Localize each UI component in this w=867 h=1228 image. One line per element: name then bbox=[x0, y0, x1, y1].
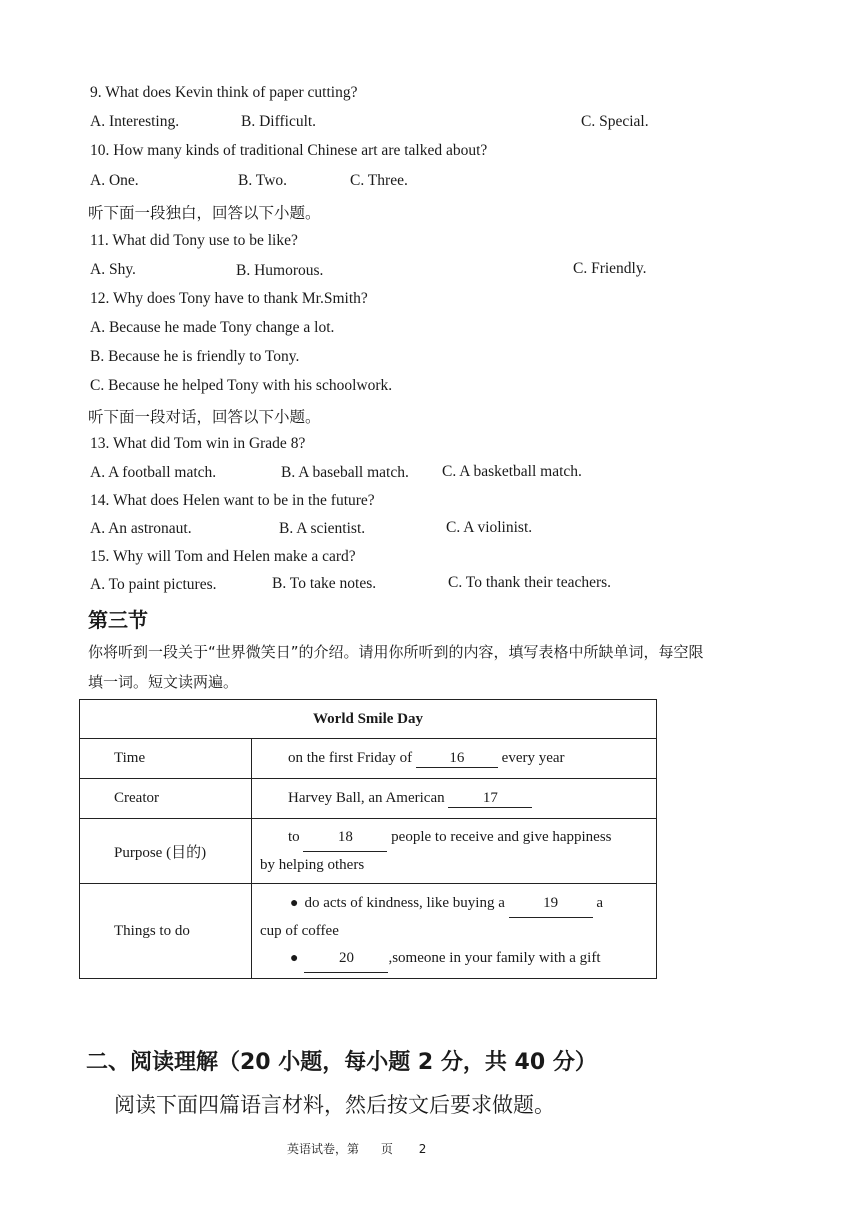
question-number: 10. bbox=[90, 142, 110, 159]
question-number: 12. bbox=[90, 290, 110, 307]
blank-16[interactable]: 16 bbox=[416, 750, 498, 768]
option-c: C. Friendly. bbox=[573, 260, 647, 277]
option-c: C. Special. bbox=[581, 113, 649, 130]
section-title: 第三节 bbox=[88, 608, 148, 632]
option-a: A. An astronaut. bbox=[90, 520, 192, 537]
blank-20[interactable]: 20 bbox=[304, 945, 388, 973]
question-15 bbox=[90, 548, 356, 566]
blank-19[interactable]: 19 bbox=[509, 890, 593, 918]
footer-page-word: 页 bbox=[380, 1142, 393, 1156]
option-b: B. Two. bbox=[238, 172, 288, 189]
option-a: A. To paint pictures. bbox=[90, 576, 217, 593]
question-text: Why will Tom and Helen make a card? bbox=[112, 548, 356, 565]
section-instruction: 你将听到一段关于“世界微笑日”的介绍。请用你所听到的内容，填写表格中所缺单词，每空限 bbox=[88, 643, 704, 661]
option-c: C. Because he helped Tony with his schoolwork. bbox=[90, 377, 393, 394]
bullet: ● bbox=[290, 895, 299, 911]
things-to-do-value: ● do acts of kindness, like buying a 19 a cup of coffee ● 20 ,someone in your family with a gift bbox=[252, 884, 657, 979]
table-row bbox=[80, 819, 657, 884]
question-text: What does Kevin think of paper cutting? bbox=[105, 84, 358, 101]
world-smile-day-table bbox=[79, 699, 657, 979]
option-a: A. Shy. bbox=[90, 261, 136, 278]
purpose-label: Purpose (目的) bbox=[80, 819, 252, 884]
option-c: C. A basketball match. bbox=[442, 463, 582, 480]
question-number: 11. bbox=[90, 232, 109, 249]
time-value: on the first Friday of 16 every year bbox=[252, 739, 657, 779]
question-text: What did Tom win in Grade 8? bbox=[112, 435, 306, 452]
question-text: How many kinds of traditional Chinese art are talked about? bbox=[113, 142, 488, 159]
table-row bbox=[80, 739, 657, 779]
option-c: C. Three. bbox=[350, 172, 408, 189]
option-c: C. To thank their teachers. bbox=[448, 574, 612, 591]
table-row bbox=[80, 884, 657, 979]
question-12 bbox=[90, 290, 368, 308]
question-10 bbox=[90, 142, 487, 160]
creator-value: Harvey Ball, an American 17 bbox=[252, 779, 657, 819]
table-title: World Smile Day bbox=[80, 700, 657, 739]
option-b: B. Humorous. bbox=[236, 262, 324, 279]
option-a: A. One. bbox=[90, 172, 139, 189]
part2-heading: 二、阅读理解（20 小题，每小题 2 分，共 40 分） bbox=[86, 1050, 597, 1075]
part2-instruction: 阅读下面四篇语言材料，然后按文后要求做题。 bbox=[114, 1093, 555, 1117]
question-number: 15. bbox=[90, 548, 110, 565]
purpose-value: to 18 people to receive and give happiness by helping others bbox=[252, 819, 657, 884]
page-footer bbox=[287, 1140, 426, 1157]
blank-18[interactable]: 18 bbox=[303, 824, 387, 852]
option-b: B. To take notes. bbox=[272, 575, 377, 592]
question-text: What did Tony use to be like? bbox=[112, 232, 298, 249]
question-number: 9. bbox=[90, 84, 102, 101]
table-row bbox=[80, 779, 657, 819]
question-9 bbox=[90, 84, 357, 102]
option-a: A. Interesting. bbox=[90, 113, 180, 130]
option-c: C. A violinist. bbox=[446, 519, 533, 536]
option-b: B. Because he is friendly to Tony. bbox=[90, 348, 300, 365]
option-b: B. A scientist. bbox=[279, 520, 366, 537]
question-number: 14. bbox=[90, 492, 110, 509]
question-11 bbox=[90, 232, 298, 250]
question-text: Why does Tony have to thank Mr.Smith? bbox=[112, 290, 368, 307]
option-b: B. A baseball match. bbox=[281, 464, 409, 481]
creator-label: Creator bbox=[80, 779, 252, 819]
bullet: ● bbox=[290, 950, 299, 966]
question-14 bbox=[90, 492, 375, 510]
option-a: A. Because he made Tony change a lot. bbox=[90, 319, 335, 336]
time-label: Time bbox=[80, 739, 252, 779]
question-number: 13. bbox=[90, 435, 110, 452]
question-13 bbox=[90, 435, 305, 453]
footer-subject: 英语试卷，第 bbox=[287, 1142, 360, 1156]
blank-17[interactable]: 17 bbox=[448, 790, 532, 808]
question-text: What does Helen want to be in the future? bbox=[112, 492, 375, 509]
dialogue-prompt: 听下面一段对话，回答以下小题。 bbox=[88, 408, 321, 426]
footer-page-number: 2 bbox=[418, 1142, 427, 1156]
things-to-do-label: Things to do bbox=[80, 884, 252, 979]
monologue-prompt: 听下面一段独白，回答以下小题。 bbox=[88, 204, 321, 222]
option-a: A. A football match. bbox=[90, 464, 217, 481]
option-b: B. Difficult. bbox=[241, 113, 317, 130]
section-instruction-cont: 填一词。短文读两遍。 bbox=[88, 673, 239, 691]
